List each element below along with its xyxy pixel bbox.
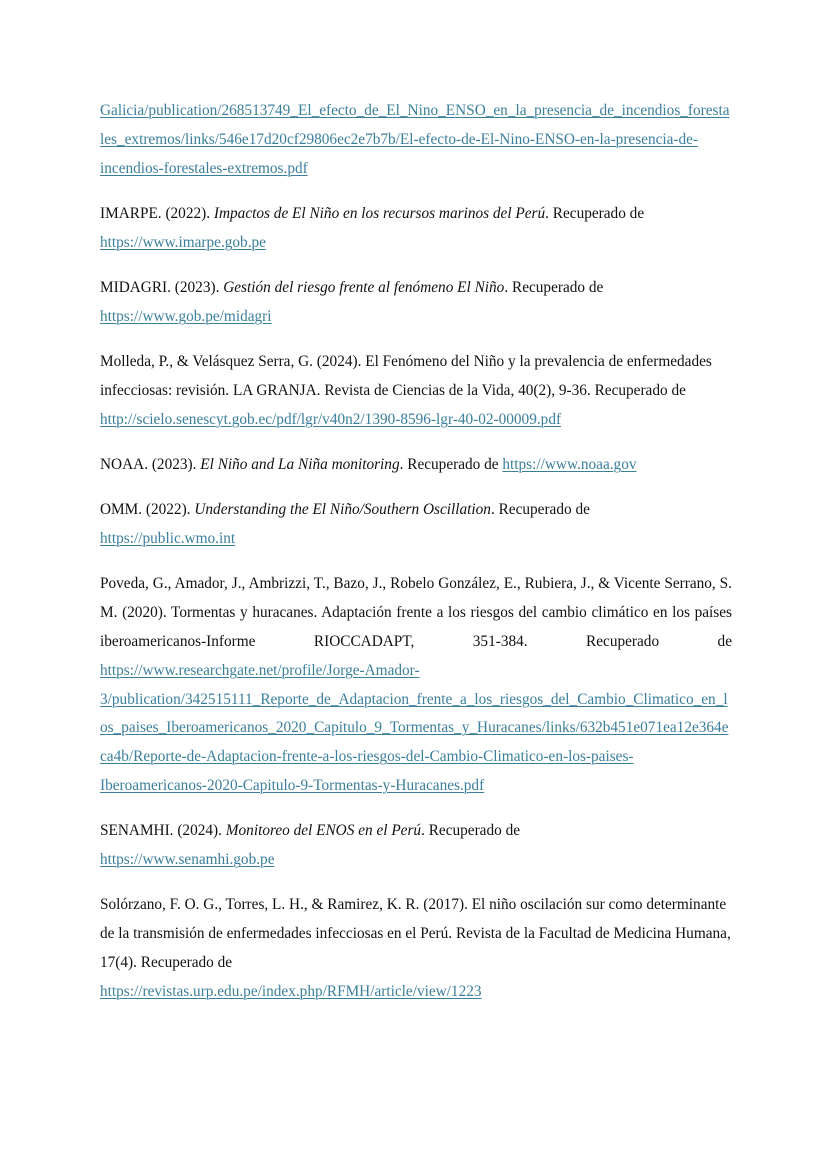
reference-retrieved: . Recuperado de	[421, 822, 521, 840]
reference-author-year: OMM. (2022).	[100, 501, 195, 519]
reference-title: Impactos de El Niño en los recursos marinos del Perú	[213, 204, 546, 222]
reference-link[interactable]: https://www.gob.pe/midagri	[100, 307, 272, 325]
reference-link[interactable]: https://www.noaa.gov	[502, 455, 637, 473]
reference-citation: Poveda, G., Amador, J., Ambrizzi, T., Bazo, J., Robelo González, E., Rubiera, J., & Vicente Serrano, S. M. (2020). Tormentas y huracanes. Adaptación frente a los riesgos del cambio climático en los países iberoamericanos-Informe RIOCCADAPT, 351-384. Recuperado de	[100, 575, 732, 650]
reference-link[interactable]: https://www.senamhi.gob.pe	[100, 851, 275, 869]
reference-link[interactable]: https://www.researchgate.net/profile/Jorge-Amador-3/publication/342515111_Reporte_de_Adaptacion_frente_a_los_riesgos_del_Cambio_Climatico_en_los_paises_Iberoamericanos_2020_Capitulo_9_Tormentas_y_Huracanes/links/632b451e071ea12e364eca4b/Reporte-de-Adaptacion-frente-a-los-riesgos-del-Cambio-Climatico-en-los-paises-Iberoamericanos-2020-Capitulo-9-Tormentas-y-Huracanes.pdf	[100, 661, 729, 794]
reference-link[interactable]: https://www.imarpe.gob.pe	[100, 233, 266, 251]
reference-author-year: MIDAGRI. (2023).	[100, 278, 224, 296]
reference-omm	[100, 496, 732, 554]
reference-title: Understanding the El Niño/Southern Oscillation	[194, 501, 491, 519]
reference-link[interactable]: https://public.wmo.int	[100, 530, 236, 548]
reference-author-year: NOAA. (2023).	[100, 455, 201, 473]
reference-title: El Niño and La Niña monitoring	[200, 455, 400, 473]
reference-midagri	[100, 274, 732, 332]
reference-noaa	[100, 451, 732, 480]
reference-link[interactable]: https://revistas.urp.edu.pe/index.php/RFMH/article/view/1223	[100, 982, 482, 1000]
reference-retrieved: . Recuperado de	[490, 501, 590, 519]
reference-link[interactable]: http://scielo.senescyt.gob.ec/pdf/lgr/v40n2/1390-8596-lgr-40-02-00009.pdf	[100, 410, 562, 428]
reference-retrieved: . Recuperado de	[504, 278, 604, 296]
reference-list	[100, 97, 732, 1023]
reference-continuation	[100, 97, 732, 183]
reference-link[interactable]: Galicia/publication/268513749_El_efecto_de_El_Nino_ENSO_en_la_presencia_de_incendios_forestales_extremos/links/546e17d20cf29806ec2e7b7b/El-efecto-de-El-Nino-ENSO-en-la-presencia-de-incendios-forestales-extremos.pdf	[100, 102, 730, 177]
reference-retrieved: . Recuperado de	[545, 204, 645, 222]
reference-citation: Solórzano, F. O. G., Torres, L. H., & Ramirez, K. R. (2017). El niño oscilación sur como determinante de la transmisión de enfermedades infecciosas en el Perú. Revista de la Facultad de Medicina Humana, 17(4). Recuperado de	[100, 896, 731, 971]
reference-author-year: IMARPE. (2022).	[100, 204, 214, 222]
reference-citation: Molleda, P., & Velásquez Serra, G. (2024). El Fenómeno del Niño y la prevalencia de enfermedades infecciosas: revisión. LA GRANJA. Revista de Ciencias de la Vida, 40(2), 9-36. Recuperado de	[100, 353, 712, 399]
reference-retrieved: . Recuperado de	[399, 455, 503, 473]
reference-author-year: SENAMHI. (2024).	[100, 822, 226, 840]
reference-title: Gestión del riesgo frente al fenómeno El Niño	[223, 278, 505, 296]
reference-senamhi	[100, 817, 732, 875]
reference-solorzano	[100, 891, 732, 1006]
reference-title: Monitoreo del ENOS en el Perú	[225, 822, 422, 840]
reference-imarpe	[100, 200, 732, 258]
reference-molleda	[100, 348, 732, 434]
reference-poveda	[100, 570, 732, 800]
